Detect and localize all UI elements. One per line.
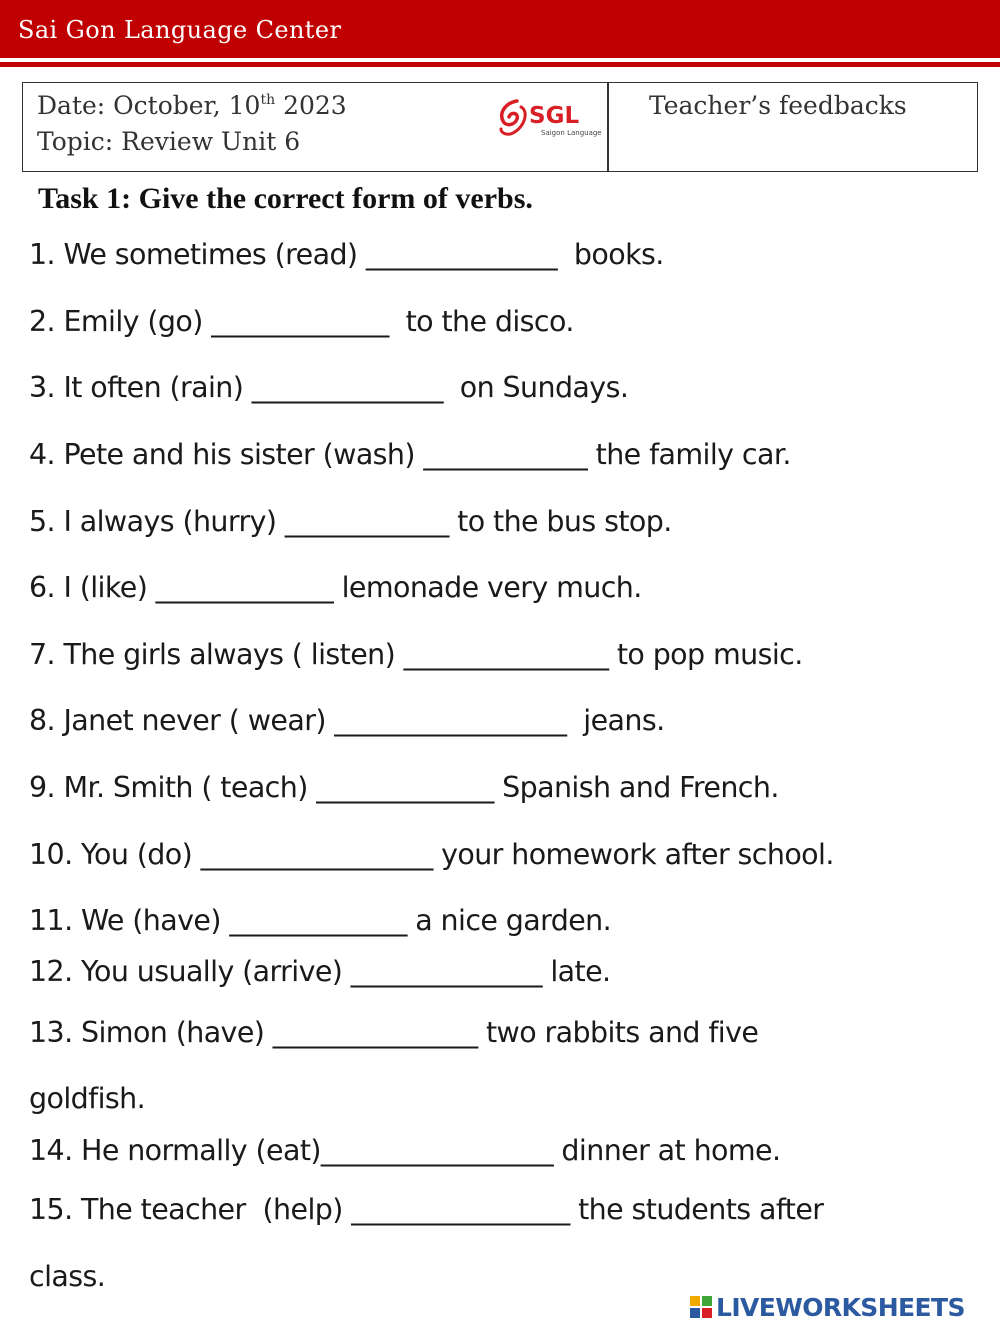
question-13-continued: goldfish. <box>29 1082 146 1115</box>
top-header-bar <box>0 0 1000 58</box>
question-4: 4. Pete and his sister (wash) ____________ the family car. <box>29 438 791 471</box>
question-2: 2. Emily (go) _____________ to the disco. <box>29 305 574 338</box>
task-title: Task 1: Give the correct form of verbs. <box>38 182 533 215</box>
header-divider-line <box>0 62 1000 67</box>
question-14: 14. He normally (eat)_________________ dinner at home. <box>29 1134 781 1167</box>
info-box <box>22 82 978 172</box>
question-6: 6. I (like) _____________ lemonade very much. <box>29 571 642 604</box>
date-ordinal: th <box>260 92 276 108</box>
date-line <box>37 91 347 120</box>
question-1: 1. We sometimes (read) ______________ books. <box>29 238 664 271</box>
question-10: 10. You (do) _________________ your homework after school. <box>29 838 834 871</box>
logo-subtext: Saigon Language <box>541 129 602 137</box>
question-3: 3. It often (rain) ______________ on Sundays. <box>29 371 629 404</box>
question-8: 8. Janet never ( wear) _________________ jeans. <box>29 704 665 737</box>
topic-line: Topic: Review Unit 6 <box>37 127 301 156</box>
question-15-continued: class. <box>29 1260 106 1293</box>
brand-text: LIVEWORKSHEETS <box>716 1292 965 1322</box>
logo-text: SGL <box>529 103 580 129</box>
liveworksheets-logo-icon <box>690 1296 712 1318</box>
header-column-divider <box>607 83 609 171</box>
question-11: 11. We (have) _____________ a nice garden. <box>29 904 612 937</box>
date-year: 2023 <box>275 91 347 120</box>
teacher-feedback-label: Teacher’s feedbacks <box>649 91 907 120</box>
question-7: 7. The girls always ( listen) _______________ to pop music. <box>29 638 803 671</box>
question-13: 13. Simon (have) _______________ two rabbits and five <box>29 1016 759 1049</box>
question-15: 15. The teacher (help) ________________ the students after <box>29 1193 824 1226</box>
question-5: 5. I always (hurry) ____________ to the bus stop. <box>29 505 672 538</box>
center-name: Sai Gon Language Center <box>18 16 342 44</box>
question-12: 12. You usually (arrive) ______________ late. <box>29 955 611 988</box>
liveworksheets-brand <box>690 1292 965 1322</box>
question-9: 9. Mr. Smith ( teach) _____________ Spanish and French. <box>29 771 779 804</box>
sgl-swirl-icon <box>501 101 525 134</box>
date-prefix: Date: October, 10 <box>37 91 261 120</box>
sgl-logo <box>495 93 607 141</box>
